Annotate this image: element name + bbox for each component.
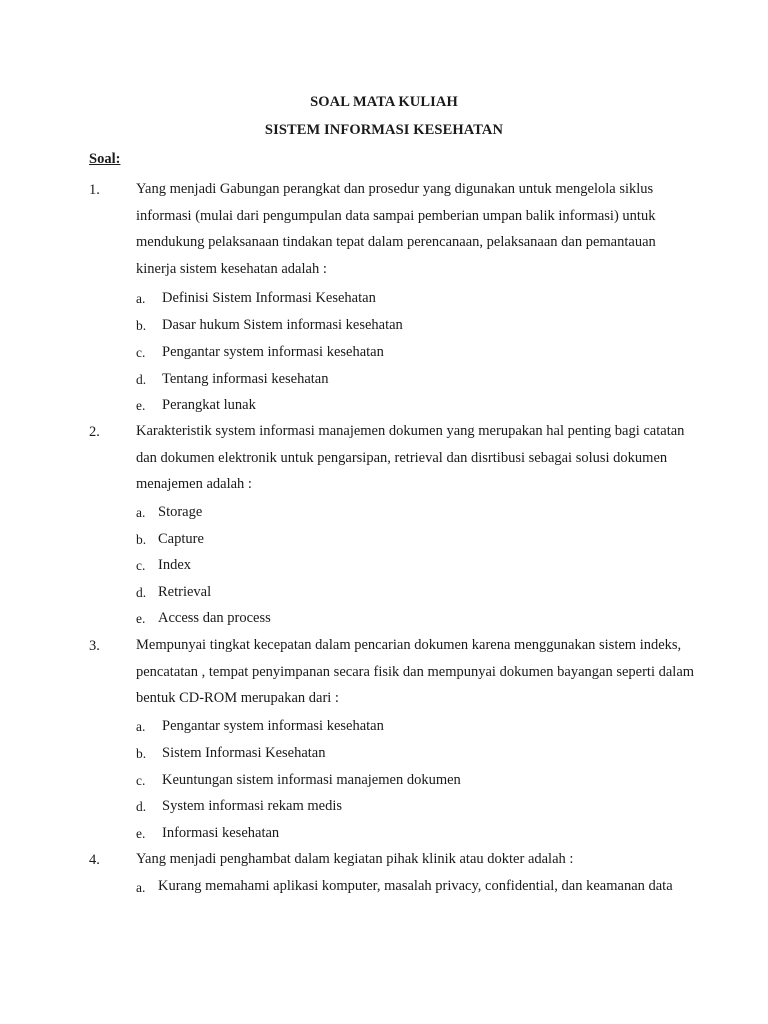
option-text: Pengantar system informasi kesehatan [162, 344, 384, 360]
option-letter: d. [136, 372, 147, 387]
option-text: Keuntungan sistem informasi manajemen dokumen [162, 772, 461, 788]
option-letter: a. [136, 505, 146, 520]
option-text: Informasi kesehatan [162, 825, 280, 841]
question-text: Karakteristik system informasi manajemen dokumen yang merupakan hal penting bagi catatan dan dokumen elektronik untuk pengarsipan, retrieval dan disrtibusi sebagai solusi dokumen menajemen adalah : [136, 423, 685, 493]
option-text: Index [158, 557, 192, 573]
option-letter: a. [136, 880, 146, 895]
option-letter: e. [136, 826, 146, 841]
option-text: Capture [158, 531, 204, 547]
option-letter: a. [136, 291, 146, 306]
option-letter: b. [136, 746, 147, 761]
question-number: 4. [89, 852, 100, 868]
document-subtitle: SISTEM INFORMASI KESEHATAN [264, 122, 504, 138]
option-text: Retrieval [158, 584, 212, 600]
option-text: Kurang memahami aplikasi komputer, masalah privacy, confidential, dan keamanan data [158, 878, 673, 894]
question-number: 2. [89, 424, 100, 440]
option-letter: b. [136, 532, 147, 547]
option-letter: c. [136, 345, 146, 360]
option-text: Perangkat lunak [162, 397, 256, 413]
option-text: System informasi rekam medis [162, 798, 343, 814]
option-text: Tentang informasi kesehatan [162, 371, 329, 387]
option-letter: c. [136, 773, 146, 788]
option-letter: a. [136, 719, 146, 734]
option-letter: e. [136, 611, 146, 626]
question-text: Yang menjadi Gabungan perangkat dan prosedur yang digunakan untuk mengelola siklus informasi (mulai dari pengumpulan data sampai pemberian umpan balik informasi) untuk mendukung pelaksanaan tindakan tepat dalam perencanaan, pelaksanaan dan pemantauan kinerja sistem kesehatan adalah : [136, 181, 656, 278]
option-letter: c. [136, 558, 146, 573]
option-letter: d. [136, 585, 147, 600]
option-letter: e. [136, 398, 146, 413]
option-text: Access dan process [158, 610, 271, 626]
option-text: Dasar hukum Sistem informasi kesehatan [162, 317, 403, 333]
question-text: Mempunyai tingkat kecepatan dalam pencarian dokumen karena menggunakan sistem indeks, pencatatan , tempat penyimpanan secara fisik dan mempunyai dokumen bayangan seperti dalam bentuk CD-ROM merupakan dari : [136, 637, 695, 707]
question-number: 1. [89, 182, 100, 198]
option-letter: d. [136, 799, 147, 814]
question-text: Yang menjadi penghambat dalam kegiatan pihak klinik atau dokter adalah : [136, 851, 574, 867]
option-text: Pengantar system informasi kesehatan [162, 718, 384, 734]
document-title: SOAL MATA KULIAH [310, 94, 458, 110]
question-number: 3. [89, 638, 100, 654]
option-letter: b. [136, 318, 147, 333]
option-text: Storage [158, 504, 203, 520]
option-text: Sistem Informasi Kesehatan [162, 745, 326, 761]
option-text: Definisi Sistem Informasi Kesehatan [162, 290, 376, 306]
section-label-soal: Soal: [89, 151, 121, 167]
